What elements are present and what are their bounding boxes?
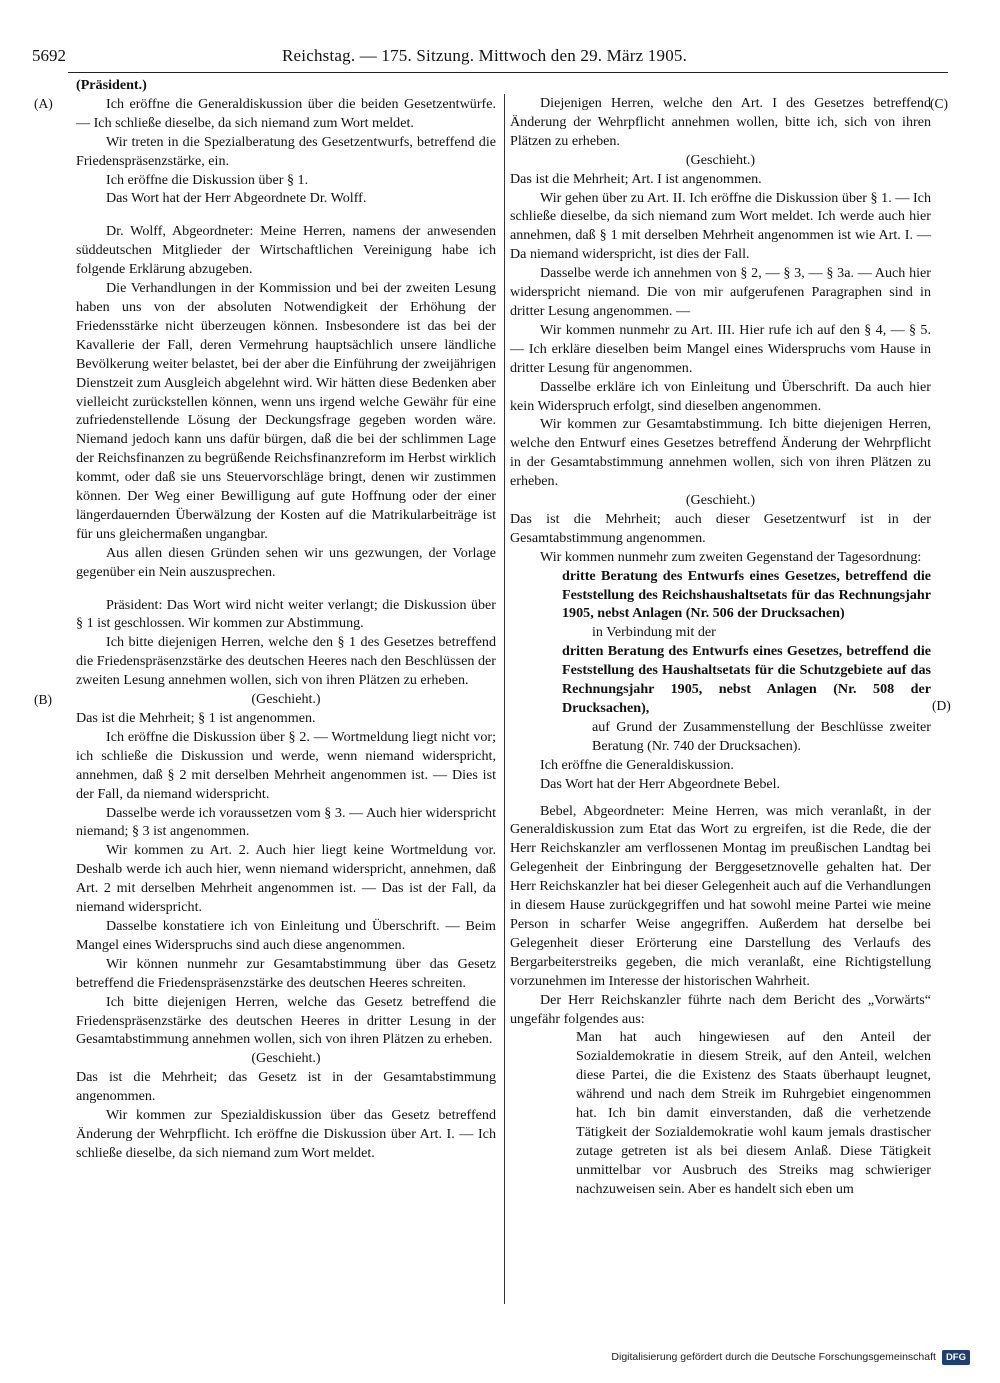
paragraph: Die Verhandlungen in der Kommission und bei der zweiten Lesung haben uns von der absoluten Notwendigkeit der Erhöhung der Friedensstärke nicht überzeugen können. Insbesondere ist das bei der Kavallerie der Fall, deren Vermehrung hauptsächlich unsere ländliche Bevölkerung weiter belastet, bei der aber die Einführung der zweijährigen Dienstzeit zum Ausgleich abgelehnt wird. Wir hätten diese Bedenken aber vielleicht zurückstellen können, wenn uns irgend welche Gewähr für eine zufriedenstellende Lösung der Deckungsfrage gegeben worden wäre. Niemand jedoch kann uns dafür bürgen, daß die bei der schlimmen Lage der Reichsfinanzen zu begrüßende Reichsfinanzreform im Herbst wirklich kommt, oder daß sie uns Steuervorschläge bringt, denen wir zustimmen können. Der Weg einer Bewilligung auf gute Hoffnung oder der einer längerdauernden Überwälzung der Kosten auf die Matrikularbeiträge ist für uns gleichermaßen ungangbar. (76, 280, 496, 542)
agenda-basis: auf Grund der Zusammenstellung der Beschlüsse zweiter Beratung (Nr. 740 der Drucksachen). (592, 718, 931, 754)
paragraph: Dasselbe werde ich voraussetzen vom § 3. — Auch hier widerspricht niemand; § 3 ist angenommen. (76, 804, 496, 840)
speech-wolff: Dr. Wolff, Abgeordneter: Meine Herren, namens der anwesenden süddeutschen Mitglieder der Wirtschaftlichen Vereinigung habe ich folgende Erklärung abzugeben. (76, 223, 496, 278)
speaker-label: (Präsident.) (76, 77, 147, 93)
paragraph: Wir kommen zur Spezialdiskussion über das Gesetz betreffend Änderung der Wehrpflicht. Ich eröffne die Diskussion über Art. I. — Ich schließe dieselbe, da sich niemand zum Wort meldet. (76, 1107, 496, 1161)
speech-bebel: Bebel, Abgeordneter: Meine Herren, was mich veranlaßt, in der Generaldiskussion zum Etat das Wort zu ergreifen, ist die Rede, die der Herr Reichskanzler am verflossenen Montag im preußischen Landtag bei Gelegenheit der Einbringung der Berggesetznovelle gehalten hat. Der Herr Reichskanzler hat bei dieser Gelegenheit auch auf die Verhandlungen in diesem Hause zurückgegriffen und hat sowohl meine Partei wie meine Person in scharfer Weise angegriffen. Außerdem hat derselbe bei Gelegenheit dieser Erörterung eine Darstellung des Verlaufs des Bergarbeiterstreiks gegeben, die mich veranlaßt, eine Richtigstellung vorzunehmen im Interesse der historischen Wahrheit. (510, 802, 931, 989)
paragraph: Ich eröffne die Diskussion über § 2. — Wortmeldung liegt nicht vor; ich schließe die Diskussion und werde, wenn niemand widerspricht, annehmen, daß § 2 mit derselben Mehrheit angenommen ist. — Dies ist der Fall, da niemand widerspricht. (76, 728, 496, 802)
paragraph: Wir gehen über zu Art. II. Ich eröffne die Diskussion über § 1. — Ich schließe dieselbe, da sich niemand zum Wort meldet. Ich werde auch hier annehmen, daß § 1 mit derselben Mehrheit angenommen ist wie Art. I. — Da niemand widerspricht, ist dies der Fall. (510, 189, 931, 263)
paragraph: Das ist die Mehrheit; § 1 ist angenommen. (76, 710, 316, 726)
left-column (76, 76, 496, 1163)
paragraph: Das Wort hat der Herr Abgeordnete Dr. Wolff. (106, 190, 367, 207)
paragraph: Dasselbe konstatiere ich von Einleitung und Überschrift. — Beim Mangel eines Widerspruchs sind auch diese angenommen. (76, 917, 496, 953)
paragraph: Dasselbe erkläre ich von Einleitung und Überschrift. Da auch hier kein Widerspruch erfolgt, sind dieselben angenommen. (510, 378, 931, 414)
margin-mark-d: (D) (932, 698, 951, 713)
dfg-logo: DFG (942, 1350, 970, 1365)
paragraph: Wir treten in die Spezialberatung des Gesetzentwurfs, betreffend die Friedenspräsenzstärke, ein. (76, 133, 496, 169)
quotation: Man hat auch hingewiesen auf den Anteil der Sozialdemokratie in diesem Streik, auf den Anteil, welchen diese Partei, die die Existenz des Staats überhaupt leugnet, während und nach dem Streik im Ruhrgebiet eingenommen hat. Ich bin damit einverstanden, daß die verhetzende Tätigkeit der Sozialdemokratie wohl kaum jemals drastischer zutage getreten ist als bei diesem Anlaß. Diese Tätigkeit unmittelbar vor Ausbruch des Streiks mag schwieriger nachzuweisen sein. Aber es handelt sich eben um (576, 1029, 931, 1197)
paragraph: Ich bitte diejenigen Herren, welche den § 1 des Gesetzes betreffend die Friedenspräsenzstärke des deutschen Heeres nach den Beschlüssen der zweiten Lesung annehmen wollen, sich von ihren Plätzen zu erheben. (76, 634, 496, 689)
page-number: 5692 (32, 46, 66, 65)
paragraph: Diejenigen Herren, welche den Art. I des Gesetzes betreffend Änderung der Wehrpflicht annehmen wollen, bitte ich, sich von ihren Plätzen zu erheben. (510, 95, 931, 149)
margin-mark-b: (B) (34, 692, 52, 707)
running-title: Reichstag. — 175. Sitzung. Mittwoch den 29. März 1905. (282, 46, 688, 65)
paragraph: Der Herr Reichskanzler führte nach dem Bericht des „Vorwärts“ ungefähr folgendes aus: (510, 991, 931, 1027)
agenda-connector: in Verbindung mit der (592, 624, 716, 641)
agenda-item: dritten Beratung des Entwurfs eines Gesetzes, betreffend die Feststellung des Haushaltsetats für die Schutzgebiete auf das Rechnungsjahr 1905, nebst Anlagen (Nr. 508 der Drucksachen), (562, 643, 931, 716)
paragraph: Das ist die Mehrheit; auch dieser Gesetzentwurf ist in der Gesamtabstimmung angenommen. (510, 510, 931, 546)
agenda-item: dritte Beratung des Entwurfs eines Gesetzes, betreffend die Feststellung des Reichshaushaltsetats für das Rechnungsjahr 1905, nebst Anlagen (Nr. 506 der Drucksachen) (562, 567, 931, 622)
paragraph: Ich eröffne die Generaldiskussion. (540, 756, 734, 773)
right-column (510, 94, 931, 1199)
speech-praesident: Präsident: Das Wort wird nicht weiter verlangt; die Diskussion über § 1 ist geschlossen. Wir kommen zur Abstimmung. (76, 596, 496, 632)
footer (611, 1346, 970, 1368)
paragraph: Das ist die Mehrheit; das Gesetz ist in der Gesamtabstimmung angenommen. (76, 1069, 496, 1105)
paragraph: Aus allen diesen Gründen sehen wir uns gezwungen, der Vorlage gegenüber ein Nein auszusprechen. (76, 544, 496, 580)
paragraph: Ich eröffne die Diskussion über § 1. (106, 171, 309, 188)
page-header (32, 46, 732, 70)
paragraph: Das ist die Mehrheit; Art. I ist angenommen. (510, 170, 762, 187)
funding-note: Digitalisierung gefördert durch die Deutsche Forschungsgemeinschaft (611, 1351, 936, 1363)
stage-direction: (Geschieht.) (251, 1050, 321, 1067)
stage-direction: (Geschieht.) (251, 691, 321, 708)
paragraph: Ich eröffne die Generaldiskussion über die beiden Gesetzentwürfe. — Ich schließe dieselbe, da sich niemand zum Wort meldet. (76, 95, 496, 131)
paragraph: Wir können nunmehr zur Gesamtabstimmung über das Gesetz betreffend die Friedenspräsenzstärke des deutschen Heeres schreiten. (76, 955, 496, 991)
column-divider (504, 94, 505, 1304)
paragraph: Wir kommen zu Art. 2. Auch hier liegt keine Wortmeldung vor. Deshalb werde ich auch hier, wenn niemand widerspricht, annehmen, daß Art. 2 mit derselben Mehrheit angenommen ist. — Das ist der Fall, da niemand widerspricht. (76, 842, 496, 916)
paragraph: Dasselbe werde ich annehmen von § 2, — § 3, — § 3a. — Auch hier widerspricht niemand. Die von mir aufgerufenen Paragraphen sind in dritter Lesung angenommen. — (510, 265, 931, 319)
paragraph: Das Wort hat der Herr Abgeordnete Bebel. (540, 775, 781, 792)
margin-mark-c: (C) (930, 96, 948, 111)
paragraph: Ich bitte diejenigen Herren, welche das Gesetz betreffend die Friedenspräsenzstärke des deutschen Heeres in dritter Lesung in der Gesamtabstimmung annehmen wollen, sich von ihren Plätzen zu erheben. (76, 993, 496, 1048)
stage-direction: (Geschieht.) (685, 492, 756, 509)
header-rule (68, 72, 948, 73)
paragraph: Wir kommen nunmehr zum zweiten Gegenstand der Tagesordnung: (540, 548, 922, 565)
margin-mark-a: (A) (34, 96, 53, 111)
stage-direction: (Geschieht.) (685, 151, 756, 168)
paragraph: Wir kommen nunmehr zu Art. III. Hier rufe ich auf den § 4, — § 5. — Ich erkläre dieselben beim Mangel eines Widerspruchs vom Hause in dritter Lesung für angenommen. (510, 321, 931, 376)
paragraph: Wir kommen zur Gesamtabstimmung. Ich bitte diejenigen Herren, welche den Entwurf eines Gesetzes betreffend Änderung der Wehrpflicht in der Gesamtabstimmung annehmen wollen, sich von ihren Plätzen zu erheben. (510, 416, 931, 490)
